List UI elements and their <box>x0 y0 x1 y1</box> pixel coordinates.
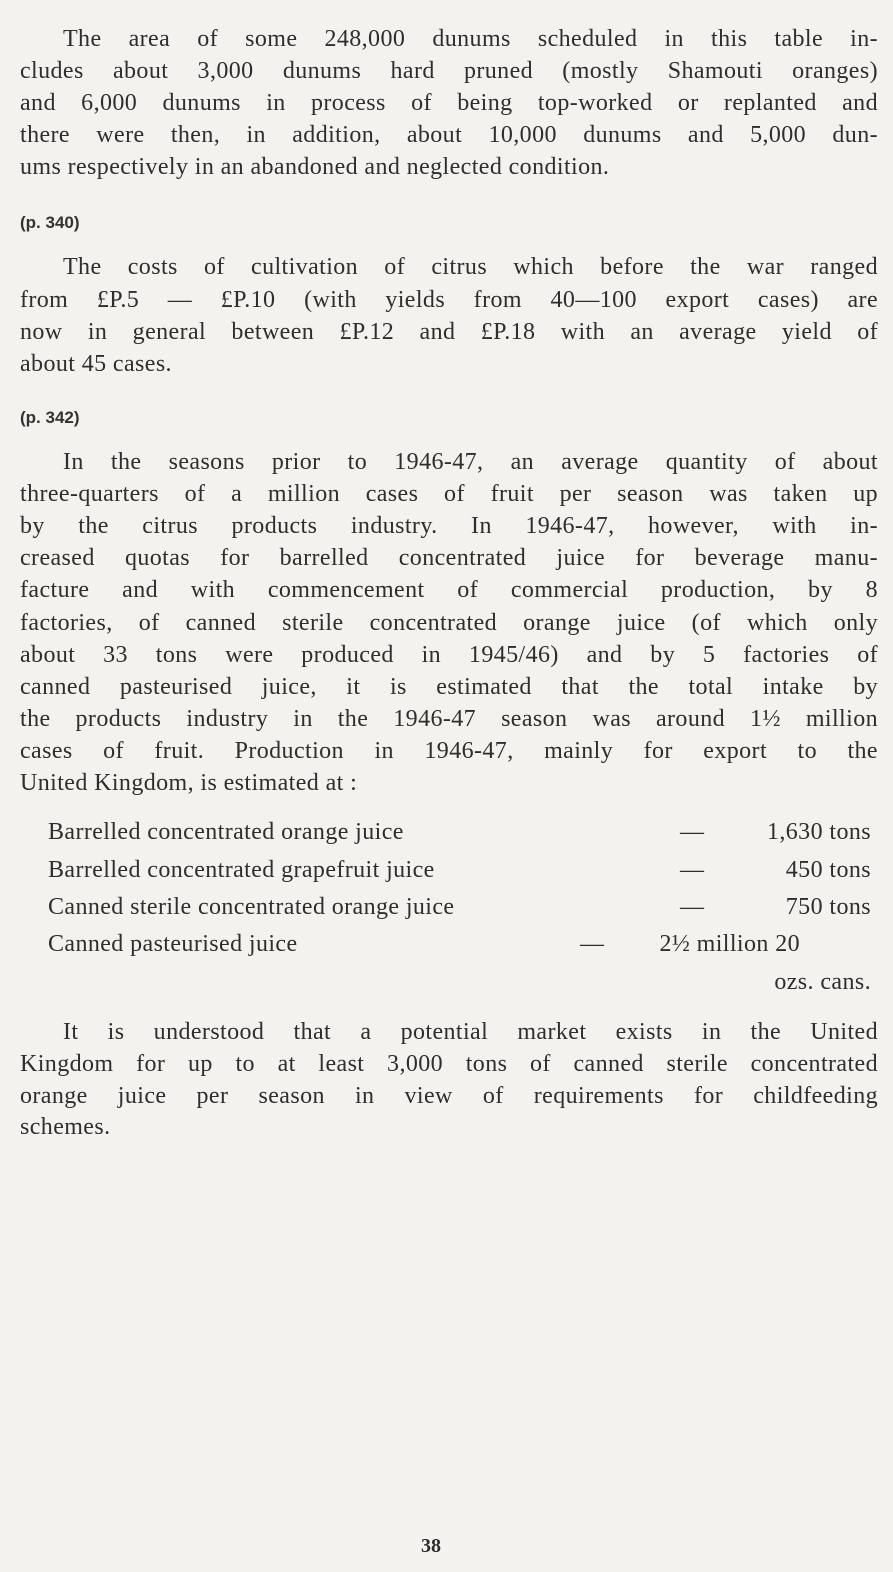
production-item-dash: — <box>680 894 704 920</box>
paragraph-3-line: canned pasteurised juice, it is estimated that the total intake by <box>20 674 878 700</box>
paragraph-1-line: cludes about 3,000 dunums hard pruned (mostly Shamouti oranges) <box>20 58 878 84</box>
paragraph-1-line: ums respectively in an abandoned and neglected condition. <box>20 154 610 180</box>
paragraph-3-line: facture and with commencement of commercial production, by 8 <box>20 577 878 603</box>
paragraph-4-line: Kingdom for up to at least 3,000 tons of canned sterile concentrated <box>20 1051 878 1077</box>
paragraph-1-line: The area of some 248,000 dunums scheduled in this table in- <box>63 26 878 52</box>
paragraph-2-line: now in general between £P.12 and £P.18 with an average yield of <box>20 319 878 345</box>
page-reference: (p. 340) <box>20 213 80 232</box>
paragraph-3-line: three-quarters of a million cases of fruit per season was taken up <box>20 481 878 507</box>
paragraph-4-line: schemes. <box>20 1114 111 1140</box>
paragraph-3-line: In the seasons prior to 1946-47, an average quantity of about <box>63 449 878 475</box>
paragraph-2-line: The costs of cultivation of citrus which before the war ranged <box>63 254 878 280</box>
production-item-quantity: 750 tons <box>785 894 871 920</box>
paragraph-3-line: creased quotas for barrelled concentrated juice for beverage manu- <box>20 545 878 571</box>
production-item-name: Barrelled concentrated grapefruit juice <box>48 857 435 883</box>
paragraph-2-line: from £P.5 — £P.10 (with yields from 40—100 export cases) are <box>20 287 878 313</box>
page-number: 38 <box>421 1535 441 1557</box>
production-item-dash: — <box>580 931 604 957</box>
page-reference: (p. 342) <box>20 408 80 427</box>
paragraph-3-line: about 33 tons were produced in 1945/46) and by 5 factories of <box>20 642 878 668</box>
paragraph-2-line: about 45 cases. <box>20 351 172 377</box>
paragraph-3-line: United Kingdom, is estimated at : <box>20 770 358 796</box>
production-item-quantity: 2½ million 20 <box>659 931 800 957</box>
production-item-name: Canned pasteurised juice <box>48 931 298 957</box>
paragraph-3-line: by the citrus products industry. In 1946-47, however, with in- <box>20 513 878 539</box>
paragraph-3-line: the products industry in the 1946-47 season was around 1½ million <box>20 706 878 732</box>
production-item-dash: — <box>680 819 704 845</box>
production-item-dash: — <box>680 857 704 883</box>
paragraph-4-line: It is understood that a potential market exists in the United <box>63 1019 878 1045</box>
production-item-quantity-unit: ozs. cans. <box>774 969 871 995</box>
paragraph-1-line: and 6,000 dunums in process of being top-worked or replanted and <box>20 90 878 116</box>
production-item-quantity: 450 tons <box>785 857 871 883</box>
paragraph-1-line: there were then, in addition, about 10,000 dunums and 5,000 dun- <box>20 122 878 148</box>
paragraph-4-line: orange juice per season in view of requirements for childfeeding <box>20 1083 878 1109</box>
production-item-name: Canned sterile concentrated orange juice <box>48 894 455 920</box>
production-item-quantity: 1,630 tons <box>766 819 871 845</box>
production-item-name: Barrelled concentrated orange juice <box>48 819 404 845</box>
paragraph-3-line: cases of fruit. Production in 1946-47, mainly for export to the <box>20 738 878 764</box>
paragraph-3-line: factories, of canned sterile concentrated orange juice (of which only <box>20 610 878 636</box>
